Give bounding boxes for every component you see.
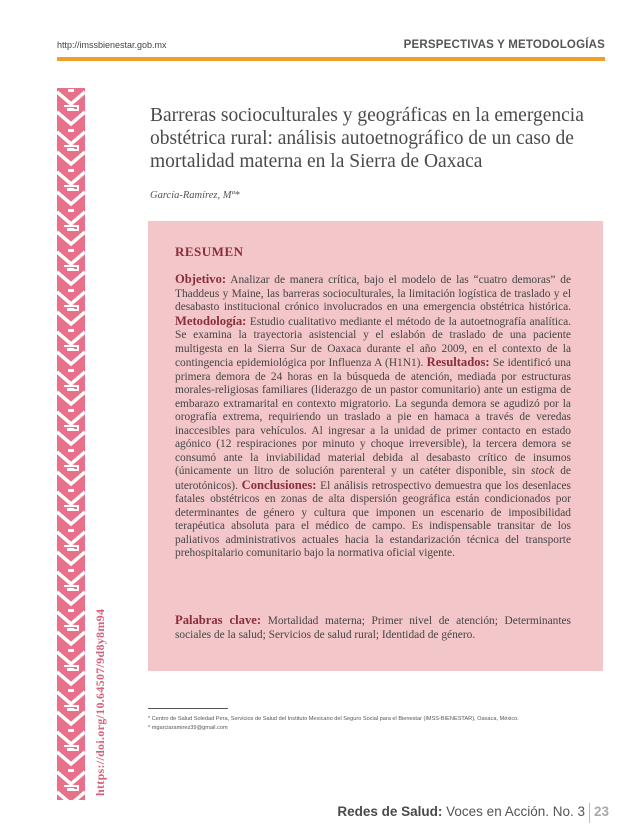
article-author: García-Ramírez, Mª*	[150, 190, 240, 201]
decorative-pattern-band	[57, 88, 85, 800]
abstract-heading: RESUMEN	[175, 244, 244, 259]
objective-text: Analizar de manera crítica, bajo el modelo de las “cuatro demoras” de Thaddeus y Maine, las barreras socioculturales, la limitación logística de traslado y el desabasto institucional crónico involucrados en una emergencia obstétrica histórica.	[175, 274, 572, 313]
journal-footer	[337, 804, 585, 819]
abstract-body	[175, 273, 571, 561]
footnote-rule	[148, 708, 228, 709]
results-text-end: de uterotónicos).	[175, 465, 571, 492]
header-url: http://imssbienestar.gob.mx	[57, 40, 167, 50]
methodology-text: Estudio cualitativo mediante el método de la autoetnografía analítica. Se examina la trayectoria asistencial y el eslabón de traslado de una paciente multigesta en la Sierra Sur de Oaxaca durante el año 2009, en el contexto de la contingencia epidemiológica por Influenza A (H1N1).	[175, 315, 571, 369]
journal-name: Redes de Salud:	[337, 804, 443, 819]
journal-issue: Voces en Acción. No. 3	[446, 804, 585, 819]
doi-link[interactable]: https://doi.org/10.64507/9d8y8m94	[93, 608, 107, 796]
keywords-text: Mortalidad materna; Primer nivel de atención; Determinantes sociales de la salud; Servicios de salud rural; Identidad de género.	[175, 615, 571, 641]
keywords	[175, 614, 571, 642]
results-label: Resultados:	[426, 355, 490, 369]
conclusions-label: Conclusiones:	[241, 477, 317, 492]
header-rule	[57, 57, 605, 61]
footer-separator	[589, 803, 590, 823]
footnote-affiliation: * Centro de Salud Soledad Pera, Servicios de Salud del Instituto Mexicano del Seguro Social para el Bienestar (IMSS-BIENESTAR), Oaxaca, México.	[148, 716, 519, 722]
methodology-label: Metodología:	[175, 313, 247, 328]
conclusions-text: El análisis retrospectivo demuestra que los desenlaces fatales obstétricos en zonas de alta dispersión geográfica están condicionados por determinantes de género y cultura que imponen un escenario de imposibilidad terapéutica absoluta para el médico de campo. Es indispensable transitar de los paliativos administrativos actuales hacia la estandarización técnica del transporte prehospitalario comunitario bajo la normativa oficial vigente.	[175, 479, 571, 559]
page-number: 23	[594, 804, 610, 819]
keywords-label: Palabras clave:	[175, 613, 262, 627]
abstract-box	[148, 221, 603, 671]
objective-label: Objetivo:	[175, 272, 227, 286]
results-text: Se identificó una primera demora de 24 horas en la búsqueda de atención, mediada por estructuras morales-religiosas familiares (liderazgo de un pastor comunitario) ante un estigma de embarazo extramarital en contexto migratorio. La segunda demora se agudizó por la orografía extrema, requiriendo un traslado a pie en hamaca a través de veredas inaccesibles para vehículos. Al ingresar a la unidad de primer contacto en estado agónico (12 respiraciones por minuto y choque irreversible), la tercera demora se consumó ante la inviabilidad material debida al desabasto crítico de insumos (únicamente un litro de solución parenteral y un catéter disponible, sin	[175, 357, 571, 477]
results-italic: stock	[531, 465, 555, 477]
footnote-email: * mgarciaramirez39@gmail.com	[148, 725, 228, 731]
article-title: Barreras socioculturales y geográficas en la emergencia obstétrica rural: análisis autoetnográfico de un caso de mortalidad materna en la Sierra de Oaxaca	[150, 105, 584, 172]
section-title: PERSPECTIVAS Y METODOLOGÍAS	[403, 39, 605, 51]
